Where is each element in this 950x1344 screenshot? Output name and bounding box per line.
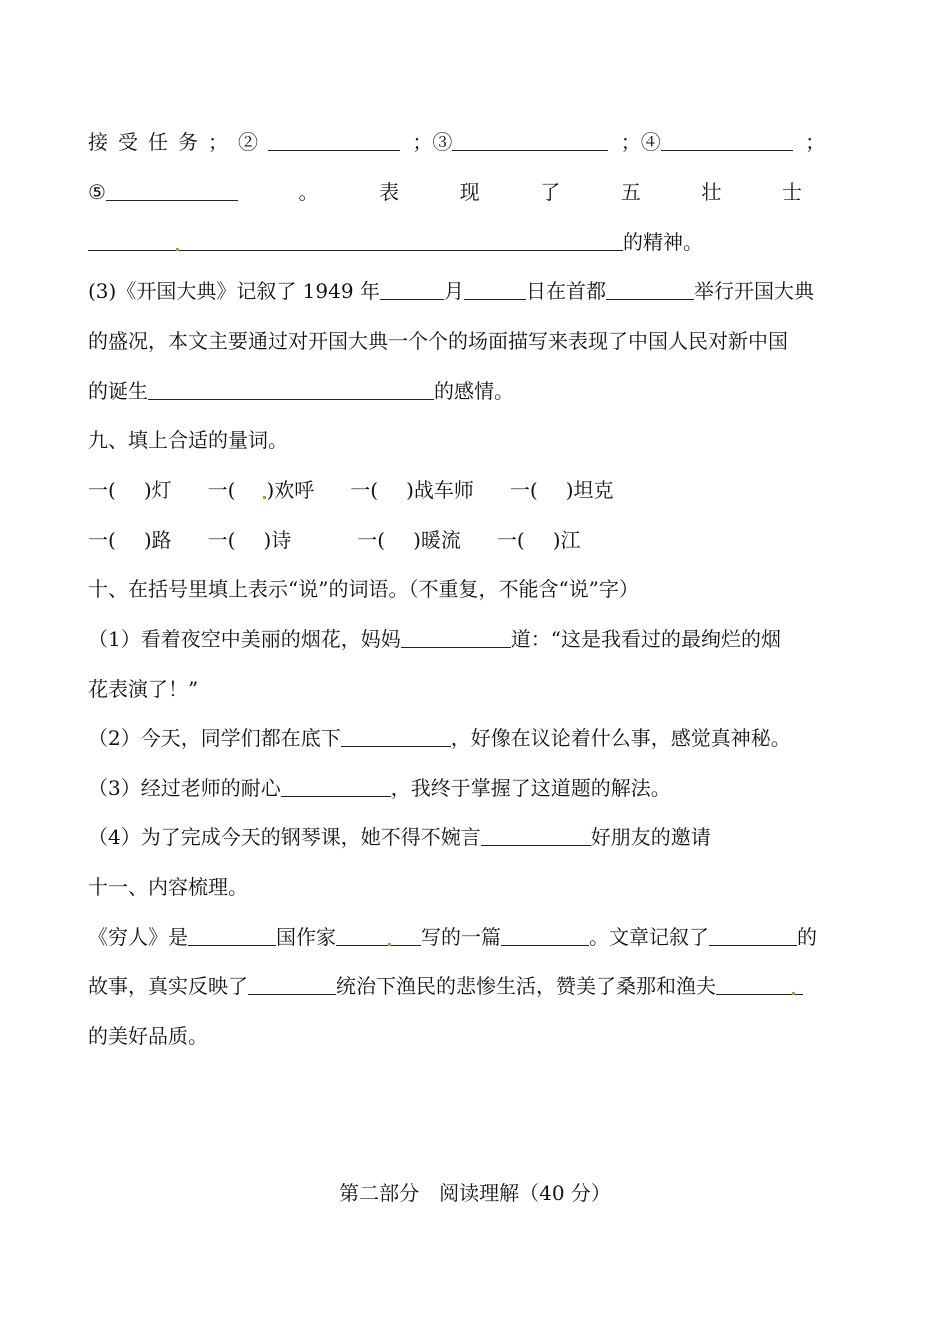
text: 的 — [797, 925, 817, 949]
text: 九、填上合适的量词。 — [88, 428, 288, 452]
blank-ruler[interactable] — [248, 974, 336, 995]
text: 月 — [443, 279, 464, 303]
text: 一( — [350, 478, 379, 502]
text: 五 — [620, 180, 641, 204]
text: )欢呼 — [266, 478, 315, 502]
text: 《穷人》是 — [88, 925, 188, 949]
blank-author-a[interactable] — [336, 925, 388, 946]
text: 的美好品质。 — [88, 1024, 208, 1048]
text: 好朋友的邀请 — [590, 825, 711, 849]
line-measure-2 — [88, 526, 868, 554]
blank-genre[interactable] — [501, 925, 589, 946]
text: ； — [805, 130, 826, 154]
text: 壮 — [701, 180, 722, 204]
text: 道：“这是我看过的最绚烂的烟 — [510, 627, 781, 651]
text: 十一、内容梳理。 — [88, 875, 248, 899]
blank-2[interactable] — [268, 130, 400, 151]
line-poor-2 — [88, 972, 868, 1000]
text: 的诞生 — [88, 379, 148, 403]
text: 一( — [357, 528, 386, 552]
text: )诗 — [263, 528, 292, 552]
text: 一( — [88, 528, 116, 552]
text: ；④ — [620, 130, 661, 154]
line-poor-1 — [88, 923, 868, 951]
blank-say-2[interactable] — [341, 726, 451, 747]
line-founding-1 — [88, 277, 868, 305]
text: )坦克 — [565, 478, 614, 502]
line-say-1a — [88, 625, 868, 653]
blank-country[interactable] — [188, 925, 276, 946]
text: 了 — [540, 180, 561, 204]
text: )战车师 — [406, 478, 474, 502]
blank-say-4[interactable] — [481, 825, 591, 846]
text: 。 — [298, 180, 319, 204]
blank-month[interactable] — [380, 279, 444, 300]
text: 举行开国大典 — [693, 279, 814, 303]
blank-say-3[interactable] — [281, 776, 391, 797]
text: 一( — [496, 528, 525, 552]
blank-5[interactable] — [106, 180, 238, 201]
text: 十、在括号里填上表示“说”的词语。（不重复，不能含“说”字） — [88, 577, 639, 601]
text: 一( — [509, 478, 538, 502]
line-spirit-1 — [88, 178, 868, 206]
line-say-2 — [88, 724, 868, 752]
text: 花表演了！” — [88, 677, 199, 701]
blank-spirit-b[interactable] — [179, 230, 623, 251]
heading-measure-words — [88, 426, 868, 454]
text: ⑤ — [88, 180, 106, 204]
text: （4）为了完成今天的钢琴课，她不得不婉言 — [88, 825, 481, 849]
line-spirit-2 — [88, 228, 868, 256]
text: （3）经过老师的耐心 — [88, 776, 281, 800]
blank-quality-a[interactable] — [716, 974, 792, 995]
text: （2）今天，同学们都在底下 — [88, 726, 341, 750]
blank-author-b[interactable] — [391, 925, 421, 946]
text: （1）看着夜空中美丽的烟花，妈妈 — [88, 627, 401, 651]
blank-feeling[interactable] — [148, 379, 434, 400]
text: 接受任务；② — [88, 130, 268, 154]
blank-place[interactable] — [606, 279, 694, 300]
line-say-3 — [88, 774, 868, 802]
line-founding-3 — [88, 377, 868, 405]
text: 故事，真实反映了 — [88, 974, 248, 998]
line-poor-3 — [88, 1022, 868, 1050]
line-founding-2 — [88, 327, 868, 355]
section-title: 第二部分 阅读理解（40 分） — [339, 1181, 611, 1205]
text: ，好像在议论着什么事，感觉真神秘。 — [450, 726, 791, 750]
text: 。文章记叙了 — [589, 925, 709, 949]
text: 的精神。 — [623, 230, 703, 254]
text: 统治下渔民的悲惨生活，赞美了桑那和渔夫 — [336, 974, 716, 998]
text: 一( — [207, 528, 236, 552]
heading-content-review — [88, 873, 868, 901]
text: 表 — [379, 180, 400, 204]
text: 士 — [781, 180, 802, 204]
text: )江 — [552, 528, 581, 552]
line-task-steps — [88, 128, 868, 156]
text: 的感情。 — [434, 379, 514, 403]
line-say-1b — [88, 675, 868, 703]
blank-story[interactable] — [709, 925, 797, 946]
text: 一( — [88, 478, 116, 502]
text: (3)《开国大典》记叙了 1949 年 — [88, 279, 380, 303]
blank-quality-b[interactable] — [795, 974, 803, 995]
text: )灯 — [143, 478, 172, 502]
text: 日在首都 — [525, 279, 606, 303]
heading-say-words — [88, 575, 868, 603]
blank-say-1[interactable] — [401, 627, 511, 648]
blank-3[interactable] — [452, 130, 608, 151]
text: 现 — [459, 180, 480, 204]
text: )路 — [143, 528, 172, 552]
line-say-4 — [88, 823, 868, 851]
text: 国作家 — [276, 925, 336, 949]
line-measure-1 — [88, 476, 868, 504]
text: ，我终于掌握了这道题的解法。 — [390, 776, 671, 800]
text: )暖流 — [413, 528, 461, 552]
text: 一( — [207, 478, 236, 502]
blank-4[interactable] — [661, 130, 793, 151]
text: ；③ — [412, 130, 453, 154]
text: 的盛况，本文主要通过对开国大典一个个的场面描写来表现了中国人民对新中国 — [88, 329, 788, 353]
blank-spirit-a[interactable] — [88, 230, 176, 251]
text: 写的一篇 — [421, 925, 501, 949]
blank-day[interactable] — [464, 279, 526, 300]
